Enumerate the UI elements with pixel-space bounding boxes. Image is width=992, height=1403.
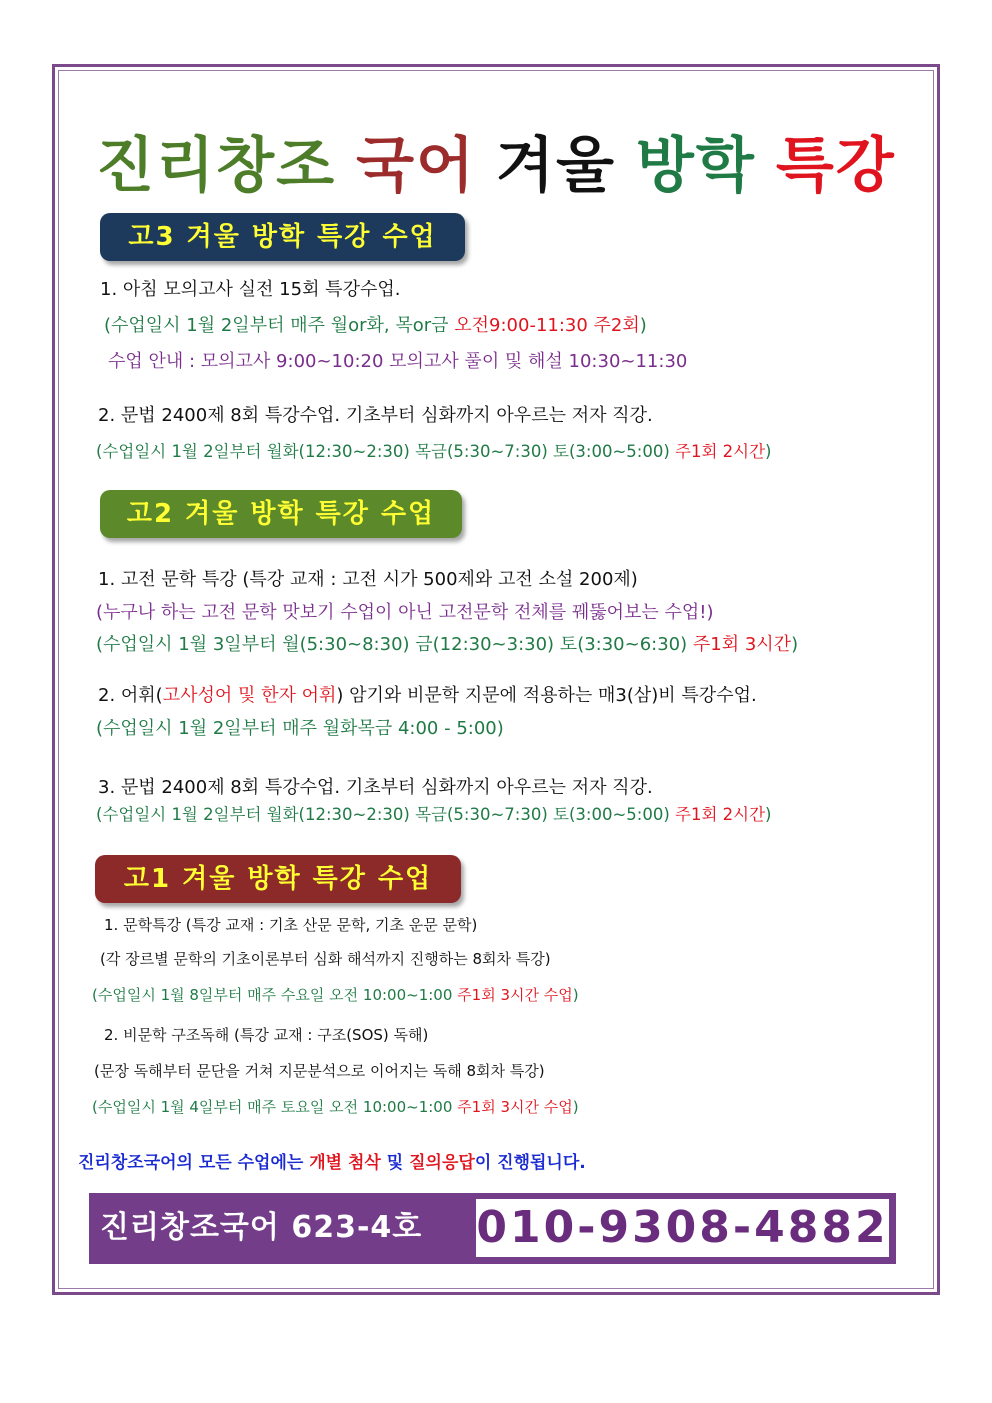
g2-item3-schedule-text: (수업일시 1월 2일부터 월화(12:30~2:30) 목금(5:30~7:30) 토(3:00~5:00) [96, 805, 676, 824]
footer-phone: 010-9308-4882 [476, 1199, 889, 1257]
g3-item1-schedule-text: (수업일시 1월 2일부터 매주 월or화, 목or금 [104, 315, 455, 336]
g1-item2-schedule-end: ) [572, 1098, 579, 1116]
banner-g1: 고1 겨울 방학 특강 수업 [95, 855, 461, 903]
notice-line [78, 1148, 586, 1173]
g2-item1: 1. 고전 문학 특강 (특강 교재 : 고전 시가 500제와 고전 소설 200제) [98, 569, 638, 590]
title-word-4: 방학 [635, 131, 756, 201]
g3-item1-schedule [104, 311, 647, 337]
g1-item2-description: (문장 독해부터 문단을 거쳐 지문분석으로 이어지는 독해 8회차 특강) [94, 1062, 545, 1080]
g3-item1-schedule-highlight: 오전9:00-11:30 주2회 [454, 315, 640, 336]
notice-highlight-2: 질의응답 [409, 1153, 475, 1173]
g1-item1-schedule [92, 984, 579, 1005]
g1-item1-schedule-highlight: 주1회 3시간 수업 [457, 986, 573, 1004]
g1-item2-schedule [92, 1096, 579, 1117]
g2-item3-schedule [96, 801, 771, 825]
g2-item1-description: (누구나 하는 고전 문학 맛보기 수업이 아닌 고전문학 전체를 꿰뚫어보는 수업!) [96, 602, 714, 623]
notice-highlight-1: 개별 첨삭 [309, 1153, 381, 1173]
g3-item1-guide: 수업 안내 : 모의고사 9:00~10:20 모의고사 풀이 및 해설 10:30~11:30 [108, 351, 688, 372]
g2-item2-text: 2. 어휘( [98, 685, 163, 706]
notice-text-2: 및 [380, 1153, 410, 1173]
g3-item1: 1. 아침 모의고사 실전 15회 특강수업. [100, 279, 401, 300]
g2-item3-schedule-highlight: 주1회 2시간 [675, 805, 766, 824]
g2-item1-schedule-text: (수업일시 1월 3일부터 월(5:30~8:30) 금(12:30~3:30) 토(3:30~6:30) [96, 634, 693, 655]
g2-item2-text-end: ) 암기와 비문학 지문에 적용하는 매3(삼)비 특강수업. [336, 685, 757, 706]
g2-item2-schedule: (수업일시 1월 2일부터 매주 월화목금 4:00 - 5:00) [96, 718, 504, 739]
title-word-3: 겨울 [496, 131, 616, 201]
g1-item1-schedule-text: (수업일시 1월 8일부터 매주 수요일 오전 10:00~1:00 [92, 986, 458, 1004]
g2-item3-schedule-end: ) [765, 805, 772, 824]
g3-item2-schedule-text: (수업일시 1월 2일부터 월화(12:30~2:30) 목금(5:30~7:30) 토(3:00~5:00) [96, 442, 676, 461]
title-word-1: 진리창조 [96, 131, 337, 201]
g3-item2-schedule [96, 438, 771, 462]
g2-item1-schedule [96, 630, 798, 656]
g3-item1-schedule-end: ) [639, 315, 647, 336]
g2-item2-highlight: 고사성어 및 한자 어휘 [162, 685, 337, 706]
g2-item2 [98, 681, 757, 707]
g1-item2-schedule-text: (수업일시 1월 4일부터 매주 토요일 오전 10:00~1:00 [92, 1098, 458, 1116]
g2-item1-schedule-end: ) [791, 634, 799, 655]
g1-item2: 2. 비문학 구조독해 (특강 교재 : 구조(SOS) 독해) [104, 1026, 429, 1044]
g1-item1: 1. 문학특강 (특강 교재 : 기초 산문 문학, 기초 운문 문학) [104, 916, 478, 934]
g3-item2: 2. 문법 2400제 8회 특강수업. 기초부터 심화까지 아우르는 저자 직강. [98, 405, 653, 426]
g2-item3: 3. 문법 2400제 8회 특강수업. 기초부터 심화까지 아우르는 저자 직강. [98, 777, 653, 798]
banner-g2: 고2 겨울 방학 특강 수업 [100, 490, 462, 538]
notice-text-3: 이 진행됩니다. [474, 1153, 586, 1173]
title-word-2: 국어 [356, 131, 476, 201]
g2-item1-schedule-highlight: 주1회 3시간 [692, 634, 792, 655]
footer-location: 진리창조국어 623-4호 [100, 1210, 423, 1245]
g1-item1-schedule-end: ) [572, 986, 579, 1004]
g3-item2-schedule-highlight: 주1회 2시간 [675, 442, 766, 461]
g1-item2-schedule-highlight: 주1회 3시간 수업 [457, 1098, 573, 1116]
title-word-5: 특강 [775, 131, 896, 201]
page-title [58, 118, 934, 204]
banner-g3: 고3 겨울 방학 특강 수업 [100, 213, 465, 261]
g3-item2-schedule-end: ) [765, 442, 772, 461]
notice-text-1: 진리창조국어의 모든 수업에는 [78, 1153, 310, 1173]
g1-item1-description: (각 장르별 문학의 기초이론부터 심화 해석까지 진행하는 8회차 특강) [100, 950, 551, 968]
